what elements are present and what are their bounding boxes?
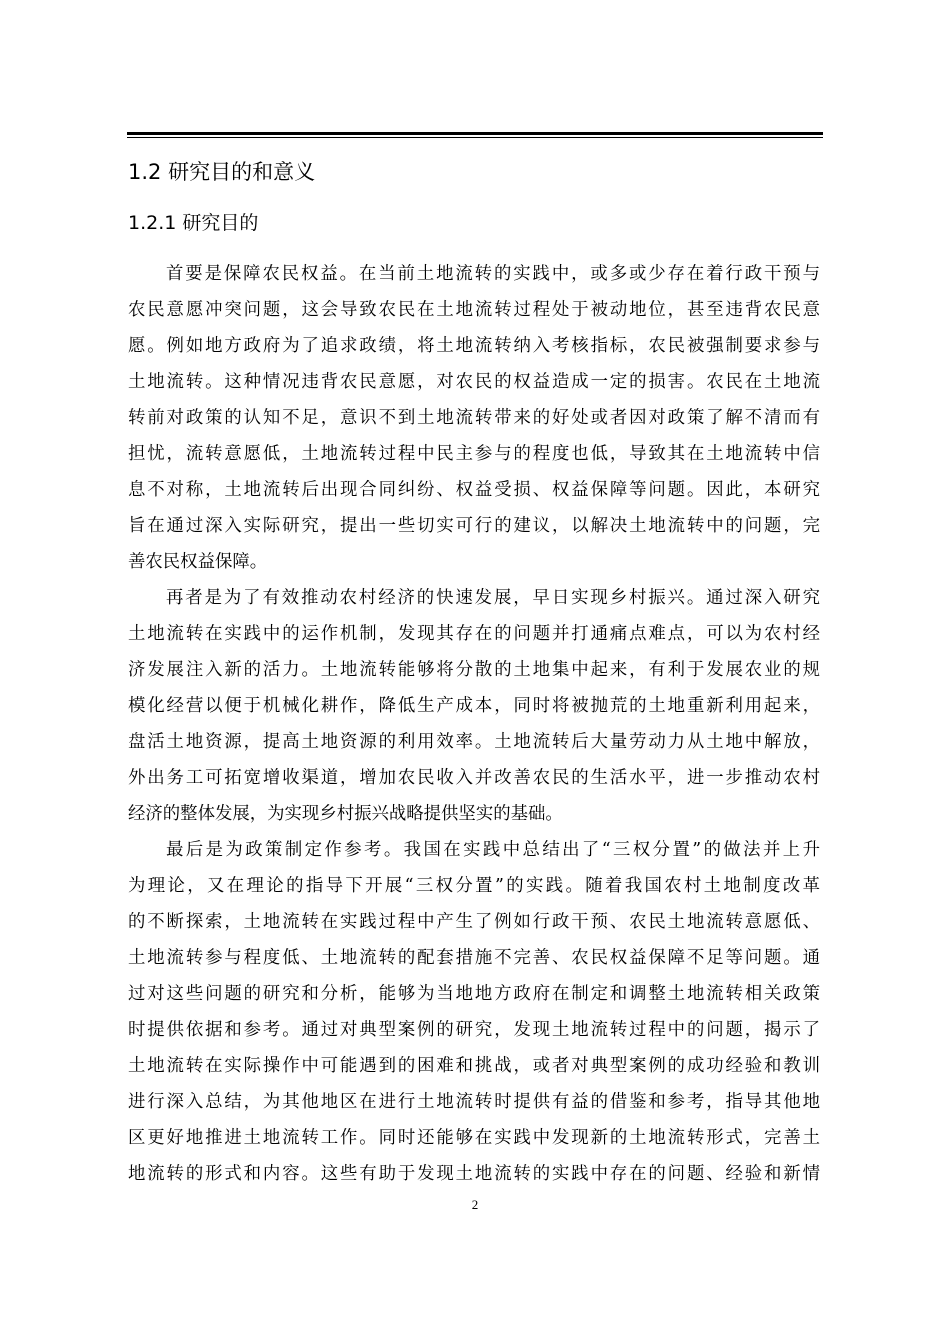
paragraph-1-line-2: 农民意愿冲突问题，这会导致农民在土地流转过程处于被动地位，甚至违背农民意: [128, 300, 820, 320]
page-number: 2: [471, 1197, 479, 1212]
paragraph-2-line-7: 经济的整体发展，为实现乡村振兴战略提供坚实的基础。: [128, 804, 563, 824]
paragraph-3-line-4: 土地流转参与程度低、土地流转的配套措施不完善、农民权益保障不足等问题。通: [128, 948, 820, 968]
paragraph-3-line-1: 最后是为政策制定作参考。我国在实践中总结出了“三权分置”的做法并上升: [166, 840, 820, 860]
section-heading: 1.2 研究目的和意义: [128, 160, 316, 184]
paragraph-1-line-5: 转前对政策的认知不足，意识不到土地流转带来的好处或者因对政策了解不清而有: [128, 408, 820, 428]
paragraph-3-line-5: 过对这些问题的研究和分析，能够为当地地方政府在制定和调整土地流转相关政策: [128, 984, 820, 1004]
paragraph-3-line-10: 地流转的形式和内容。这些有助于发现土地流转的实践中存在的问题、经验和新情: [128, 1164, 820, 1184]
header-rule-thick: [127, 132, 823, 135]
paragraph-1-line-6: 担忧，流转意愿低，土地流转过程中民主参与的程度也低，导致其在土地流转中信: [128, 444, 820, 464]
paragraph-3-line-7: 土地流转在实际操作中可能遇到的困难和挑战，或者对典型案例的成功经验和教训: [128, 1056, 820, 1076]
paragraph-1-line-3: 愿。例如地方政府为了追求政绩，将土地流转纳入考核指标，农民被强制要求参与: [128, 336, 820, 356]
paragraph-3-line-6: 时提供依据和参考。通过对典型案例的研究，发现土地流转过程中的问题，揭示了: [128, 1020, 820, 1040]
paragraph-1-line-4: 土地流转。这种情况违背农民意愿，对农民的权益造成一定的损害。农民在土地流: [128, 372, 820, 392]
paragraph-2-line-4: 模化经营以便于机械化耕作，降低生产成本，同时将被抛荒的土地重新利用起来，: [128, 696, 820, 716]
body-text: [128, 256, 820, 1192]
paragraph-2-line-5: 盘活土地资源，提高土地资源的利用效率。土地流转后大量劳动力从土地中解放，: [128, 732, 820, 752]
header-rule-thin: [127, 137, 823, 138]
paragraph-1-line-7: 息不对称，土地流转后出现合同纠纷、权益受损、权益保障等问题。因此，本研究: [128, 480, 820, 500]
paragraph-3-line-2: 为理论，又在理论的指导下开展“三权分置”的实践。随着我国农村土地制度改革: [128, 876, 820, 896]
paragraph-3-line-3: 的不断探索，土地流转在实践过程中产生了例如行政干预、农民土地流转意愿低、: [128, 912, 820, 932]
paragraph-2-line-6: 外出务工可拓宽增收渠道，增加农民收入并改善农民的生活水平，进一步推动农村: [128, 768, 820, 788]
paragraph-3-line-9: 区更好地推进土地流转工作。同时还能够在实践中发现新的土地流转形式，完善土: [128, 1128, 820, 1148]
paragraph-1-line-9: 善农民权益保障。: [128, 552, 268, 572]
paragraph-2-line-2: 土地流转在实践中的运作机制，发现其存在的问题并打通痛点难点，可以为农村经: [128, 624, 820, 644]
subsection-heading: 1.2.1 研究目的: [128, 212, 259, 234]
paragraph-3-line-8: 进行深入总结，为其他地区在进行土地流转时提供有益的借鉴和参考，指导其他地: [128, 1092, 820, 1112]
paragraph-1-line-8: 旨在通过深入实际研究，提出一些切实可行的建议，以解决土地流转中的问题，完: [128, 516, 820, 536]
paragraph-1-line-1: 首要是保障农民权益。在当前土地流转的实践中，或多或少存在着行政干预与: [166, 264, 820, 284]
paragraph-2-line-3: 济发展注入新的活力。土地流转能够将分散的土地集中起来，有利于发展农业的规: [128, 660, 820, 680]
paragraph-2-line-1: 再者是为了有效推动农村经济的快速发展，早日实现乡村振兴。通过深入研究: [166, 588, 820, 608]
